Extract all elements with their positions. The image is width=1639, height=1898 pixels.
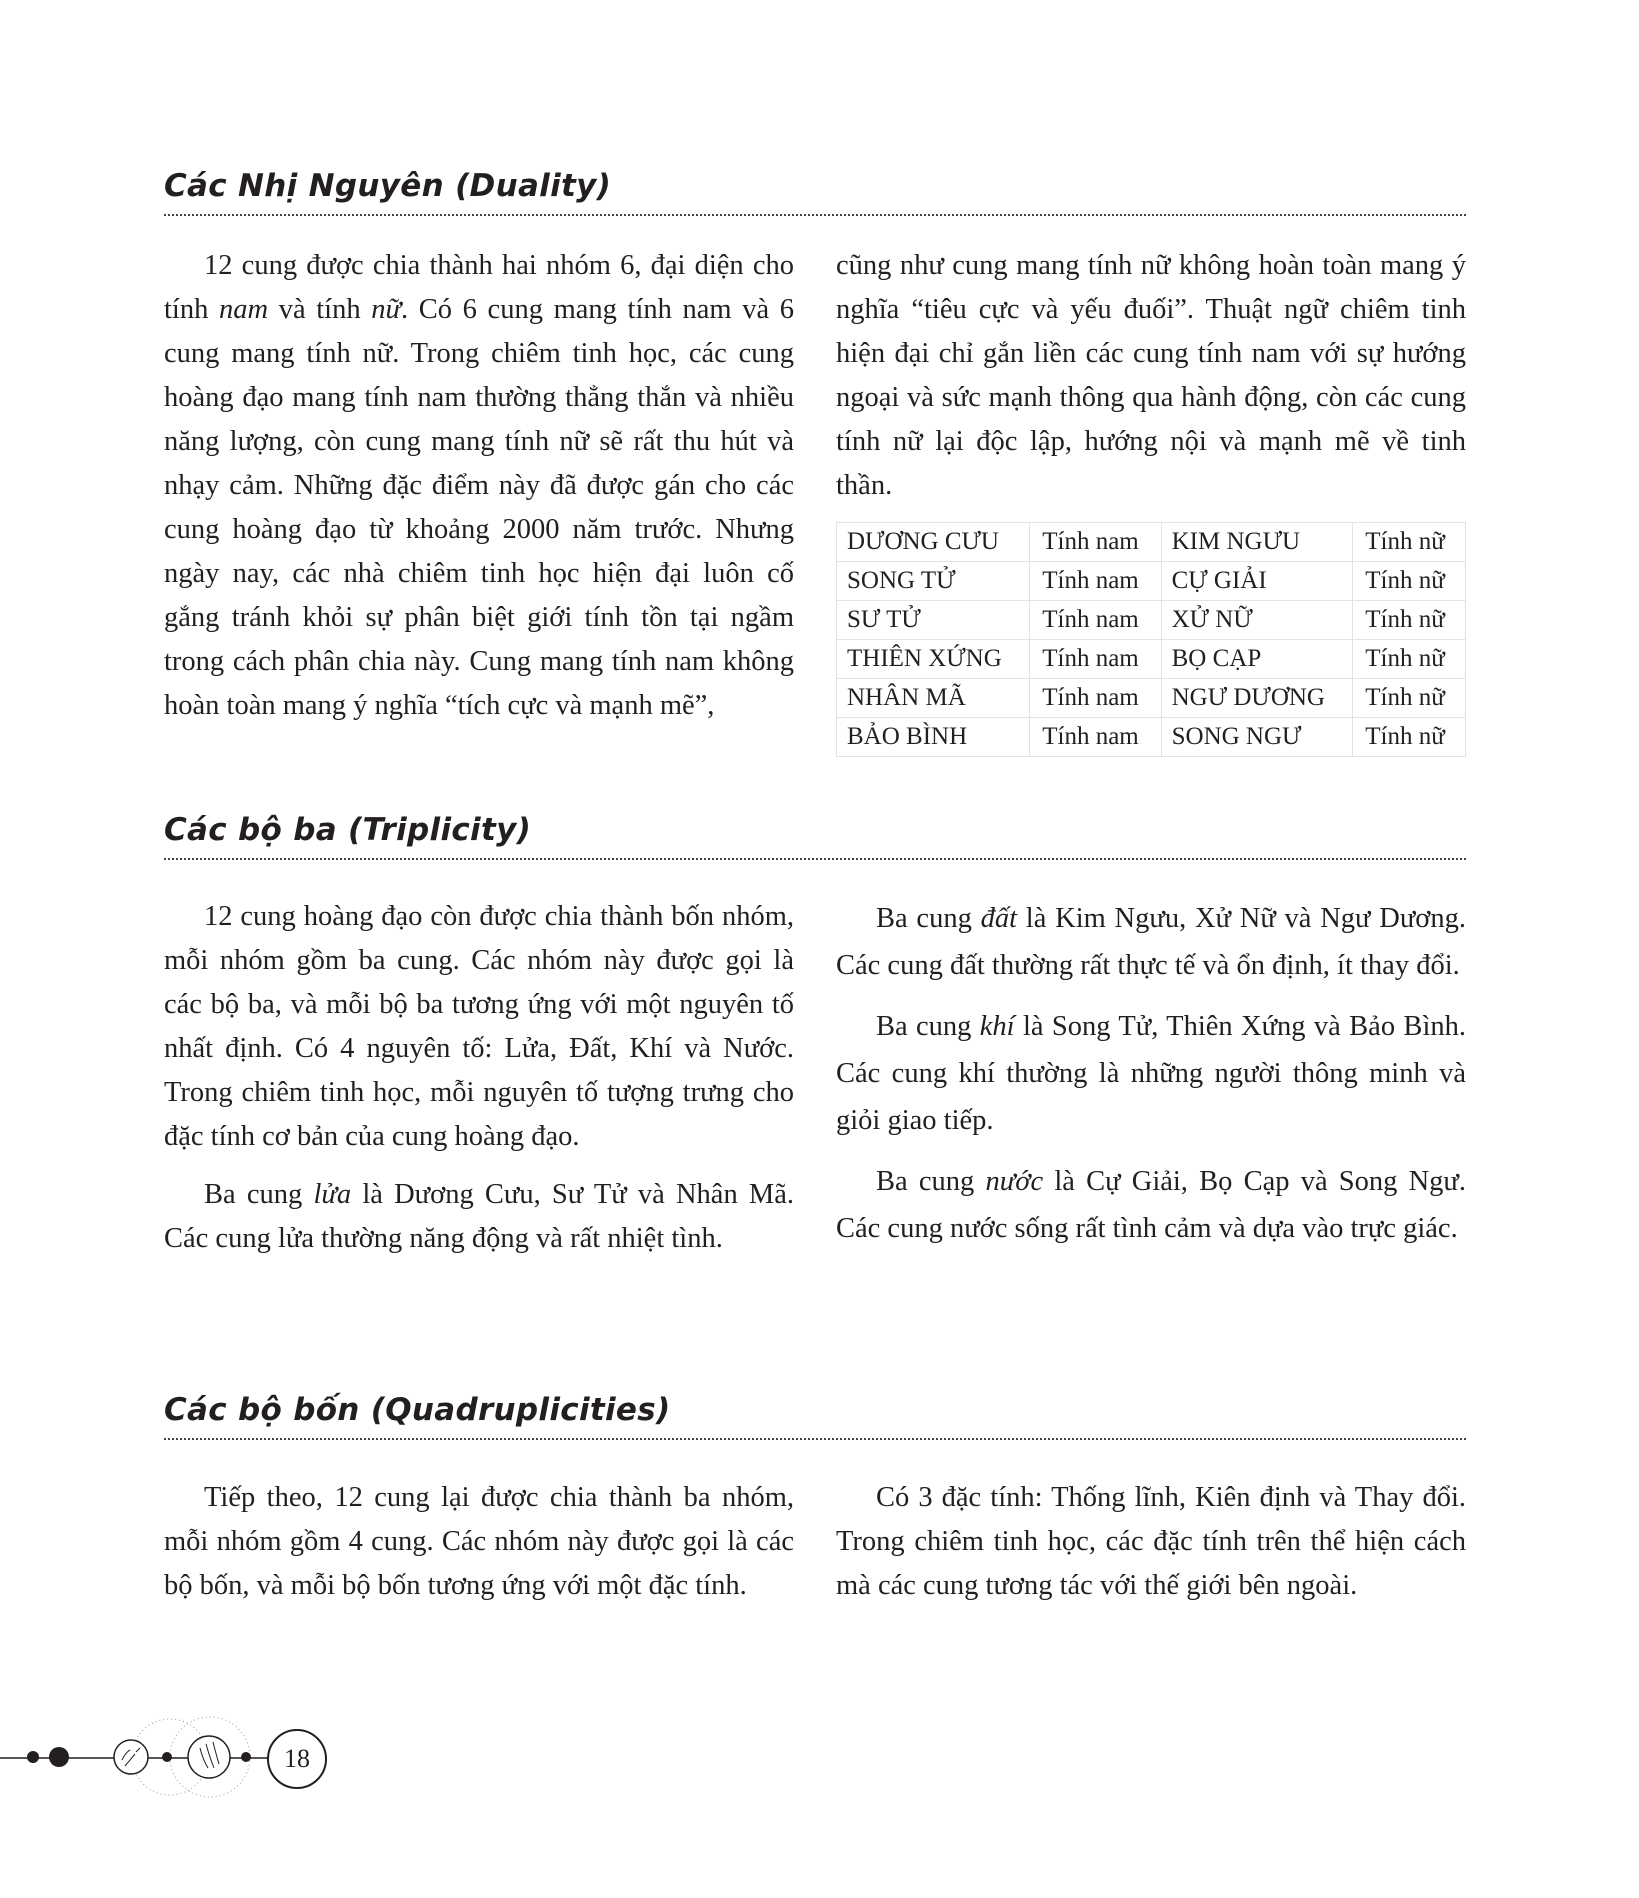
gender-cell: Tính nam bbox=[1030, 562, 1161, 601]
paragraph: Ba cung lửa là Dương Cưu, Sư Tử và Nhân Mã. Các cung lửa thường năng động và rất nhiệt tình. bbox=[164, 1179, 795, 1254]
gender-cell: Tính nữ bbox=[1353, 718, 1466, 757]
gender-cell: Tính nữ bbox=[1353, 679, 1466, 718]
sign-name-cell: NGƯ DƯƠNG bbox=[1161, 679, 1353, 718]
sign-name-cell: DƯƠNG CƯU bbox=[837, 523, 1030, 562]
gender-cell: Tính nam bbox=[1030, 640, 1161, 679]
paragraph: 12 cung hoàng đạo còn được chia thành bốn nhóm, mỗi nhóm gồm ba cung. Các nhóm này được gọi là các bộ ba, và mỗi bộ ba tương ứng với một nguyên tố nhất định. Có 4 nguyên tố: Lửa, Đất, Khí và Nước. Trong chiêm tinh học, mỗi nguyên tố tượng trưng cho đặc tính cơ bản của cung hoàng đạo. bbox=[164, 901, 794, 1152]
sign-name-cell: CỰ GIẢI bbox=[1161, 562, 1353, 601]
section-heading-duality: Các Nhị Nguyên (Duality) bbox=[164, 168, 1466, 216]
paragraph: Ba cung khí là Song Tử, Thiên Xứng và Bảo Bình. Các cung khí thường là những người thông minh và giỏi giao tiếp. bbox=[836, 1011, 1466, 1136]
sign-name-cell: BỌ CẠP bbox=[1161, 640, 1353, 679]
table-row bbox=[837, 523, 1466, 562]
sign-name-cell: THIÊN XỨNG bbox=[837, 640, 1030, 679]
sign-name-cell: SƯ TỬ bbox=[837, 601, 1030, 640]
gender-cell: Tính nam bbox=[1030, 601, 1161, 640]
sign-name-cell: SONG NGƯ bbox=[1161, 718, 1353, 757]
gender-cell: Tính nữ bbox=[1353, 562, 1466, 601]
gender-cell: Tính nam bbox=[1030, 679, 1161, 718]
gender-cell: Tính nữ bbox=[1353, 523, 1466, 562]
paragraph: Có 3 đặc tính: Thống lĩnh, Kiên định và Thay đổi. Trong chiêm tinh học, các đặc tính trên thể hiện cách mà các cung tương tác với thế giới bên ngoài. bbox=[836, 1482, 1466, 1601]
sign-name-cell: KIM NGƯU bbox=[1161, 523, 1353, 562]
sign-name-cell: NHÂN MÃ bbox=[837, 679, 1030, 718]
paragraph: Ba cung nước là Cự Giải, Bọ Cạp và Song Ngư. Các cung nước sống rất tình cảm và dựa vào trực giác. bbox=[836, 1166, 1467, 1244]
sign-name-cell: SONG TỬ bbox=[837, 562, 1030, 601]
sign-name-cell: XỬ NỮ bbox=[1161, 601, 1353, 640]
paragraph: 12 cung được chia thành hai nhóm 6, đại diện cho tính nam và tính nữ. Có 6 cung mang tính nam và 6 cung mang tính nữ. Trong chiêm tinh học, các cung hoàng đạo mang tính nam thường thẳng thắn và nhiều năng lượng, còn cung mang tính nữ sẽ rất thu hút và nhạy cảm. Những đặc điểm này đã được gán cho các cung hoàng đạo từ khoảng 2000 năm trước. Nhưng ngày nay, các nhà chiêm tinh học hiện đại luôn cố gắng tránh khỏi sự phân biệt giới tính tồn tại ngầm trong cách phân chia này. Cung mang tính nam không hoàn toàn mang ý nghĩa “tích cực và mạnh mẽ”, bbox=[164, 250, 794, 721]
section-heading-quadruplicities: Các bộ bốn (Quadruplicities) bbox=[164, 1392, 1466, 1440]
quadruplicities-right-column bbox=[836, 1476, 1466, 1622]
quadruplicities-left-column bbox=[164, 1476, 794, 1622]
triplicity-right-column bbox=[836, 895, 1466, 1266]
table-row bbox=[837, 718, 1466, 757]
paragraph: cũng như cung mang tính nữ không hoàn toàn mang ý nghĩa “tiêu cực và yếu đuối”. Thuật ngữ chiêm tinh hiện đại chỉ gắn liền các cung tính nam với sự hướng ngoại và sức mạnh thông qua hành động, còn các cung tính nữ lại độc lập, hướng nội và mạnh mẽ về tinh thần. bbox=[836, 250, 1466, 501]
duality-left-column bbox=[164, 244, 794, 742]
page-number: 18 bbox=[267, 1729, 327, 1789]
table-row bbox=[837, 601, 1466, 640]
gender-cell: Tính nam bbox=[1030, 523, 1161, 562]
gender-cell: Tính nữ bbox=[1353, 640, 1466, 679]
paragraph: Tiếp theo, 12 cung lại được chia thành ba nhóm, mỗi nhóm gồm 4 cung. Các nhóm này được gọi là các bộ bốn, và mỗi bộ bốn tương ứng với một đặc tính. bbox=[164, 1482, 794, 1601]
table-row bbox=[837, 679, 1466, 718]
gender-cell: Tính nữ bbox=[1353, 601, 1466, 640]
triplicity-left-column bbox=[164, 895, 794, 1275]
section-heading-triplicity: Các bộ ba (Triplicity) bbox=[164, 812, 1466, 860]
paragraph: Ba cung đất là Kim Ngưu, Xử Nữ và Ngư Dương. Các cung đất thường rất thực tế và ổn định, ít thay đổi. bbox=[836, 903, 1466, 981]
gender-table bbox=[836, 522, 1466, 757]
table-row bbox=[837, 640, 1466, 679]
gender-cell: Tính nam bbox=[1030, 718, 1161, 757]
duality-right-column bbox=[836, 244, 1466, 522]
table-row bbox=[837, 562, 1466, 601]
sign-name-cell: BẢO BÌNH bbox=[837, 718, 1030, 757]
